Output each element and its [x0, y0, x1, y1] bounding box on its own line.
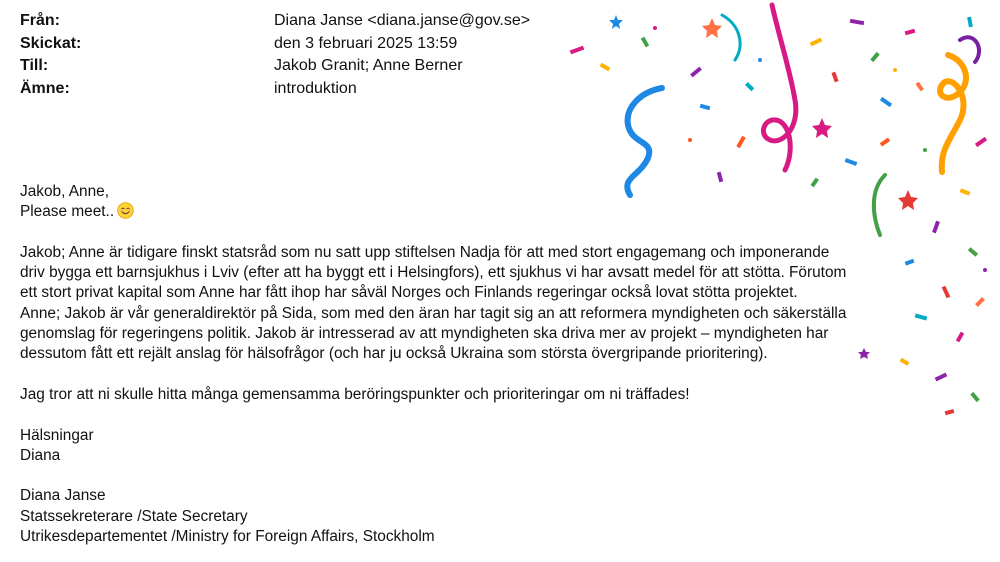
confetti-bit: [968, 247, 978, 256]
confetti-bit: [810, 38, 823, 47]
from-row: [20, 10, 530, 33]
paragraph-line: Anne; Jakob är vår generaldirektör på Sida, som med den äran har tagit sig an att reformera myndigheten och säkerställa: [20, 304, 847, 322]
confetti-bit: [905, 259, 915, 266]
streamer-teal: [722, 15, 740, 60]
to-row: [20, 55, 530, 78]
paragraph-line: driv bygga ett barnsjukhus i Lviv (efter att ha byggt ett i Helsingfors), ett sjukhus vi har avsatt medel för att stötta. Förutom: [20, 264, 847, 282]
confetti-bit: [935, 373, 948, 382]
confetti-bit: [880, 97, 892, 107]
confetti-bit: [870, 52, 879, 62]
confetti-dot: [893, 68, 897, 72]
intro-text: Please meet..: [20, 203, 115, 221]
sent-label: Skickat:: [20, 34, 82, 52]
confetti-dot: [653, 26, 657, 30]
streamer-orange: [940, 55, 966, 172]
from-label: Från:: [20, 12, 60, 30]
confetti-dot: [688, 138, 692, 142]
confetti-bit: [570, 46, 585, 55]
sent-value: den 3 februari 2025 13:59: [274, 34, 458, 52]
confetti-bit: [880, 137, 890, 146]
confetti-dot: [923, 148, 927, 152]
confetti-bit: [900, 358, 910, 366]
from-value[interactable]: Diana Janse <diana.janse@gov.se>: [274, 12, 531, 30]
smiling-face-emoji-icon: [117, 202, 134, 219]
streamer-magenta: [763, 5, 795, 170]
streamer-blue: [627, 88, 662, 195]
confetti-dot: [758, 58, 762, 62]
closing: Hälsningar: [20, 426, 94, 444]
star-blue: [609, 15, 623, 29]
confetti-bit: [975, 137, 987, 147]
paragraph-line: Jakob; Anne är tidigare finskt statsråd som nu satt upp stiftelsen Nadja för att med stort engagemang och imponerande: [20, 243, 830, 261]
confetti-bit: [970, 392, 979, 402]
mail-header: [20, 10, 530, 100]
confetti-dot: [983, 268, 987, 272]
paragraph-2: Jag tror att ni skulle hitta många gemensamma beröringspunkter och prioriteringar om ni träffades!: [20, 385, 690, 403]
intro-line: [20, 202, 900, 222]
star-orange: [702, 18, 722, 38]
confetti-bit: [845, 158, 858, 166]
subject-label: Ämne:: [20, 79, 70, 97]
confetti-bit: [915, 82, 923, 92]
subject-row: [20, 78, 530, 101]
confetti-bit: [942, 286, 951, 299]
confetti-bit: [717, 172, 723, 183]
mail-body: [20, 182, 900, 547]
closing-name: Diana: [20, 446, 61, 464]
confetti-bit: [700, 104, 711, 110]
confetti-bit: [915, 314, 928, 321]
sent-row: [20, 33, 530, 56]
to-value[interactable]: Jakob Granit; Anne Berner: [274, 57, 463, 75]
confetti-bit: [745, 82, 754, 91]
confetti-bit: [945, 409, 955, 415]
paragraph-line: genomslag för regeringens politik. Jakob är intresserad av att myndigheten ska driva mer av projekt – myndigheten har: [20, 325, 829, 343]
paragraph-line: ett stort privat kapital som Anne har fått ihop har såväl Norges och Finlands regeringar också lovat stötta projektet.: [20, 284, 798, 302]
confetti-bit: [736, 136, 745, 148]
confetti-bit: [967, 17, 973, 28]
confetti-bit: [905, 29, 916, 35]
signature-title: Statssekreterare /State Secretary: [20, 507, 248, 525]
confetti-bit: [975, 297, 985, 307]
paragraph-line: dessutom fått ett rejält anslag för hälsofrågor (och har ju också Ukraina som största övergripande prioritering).: [20, 345, 768, 363]
confetti-bit: [850, 19, 864, 25]
confetti-bit: [831, 72, 838, 83]
greeting: Jakob, Anne,: [20, 183, 109, 200]
confetti-bit: [960, 188, 971, 195]
confetti-bit: [641, 37, 649, 48]
confetti-bit: [956, 332, 964, 343]
confetti-bit: [932, 221, 940, 234]
to-label: Till:: [20, 57, 49, 75]
star-red: [898, 190, 918, 210]
signature-org: Utrikesdepartementet /Ministry for Foreign Affairs, Stockholm: [20, 528, 435, 546]
confetti-bit: [690, 67, 702, 78]
confetti-bit: [600, 63, 611, 71]
signature-name: Diana Janse: [20, 487, 106, 505]
star-magenta: [812, 118, 832, 138]
streamer-purple: [960, 37, 979, 62]
subject-value: introduktion: [274, 79, 357, 97]
